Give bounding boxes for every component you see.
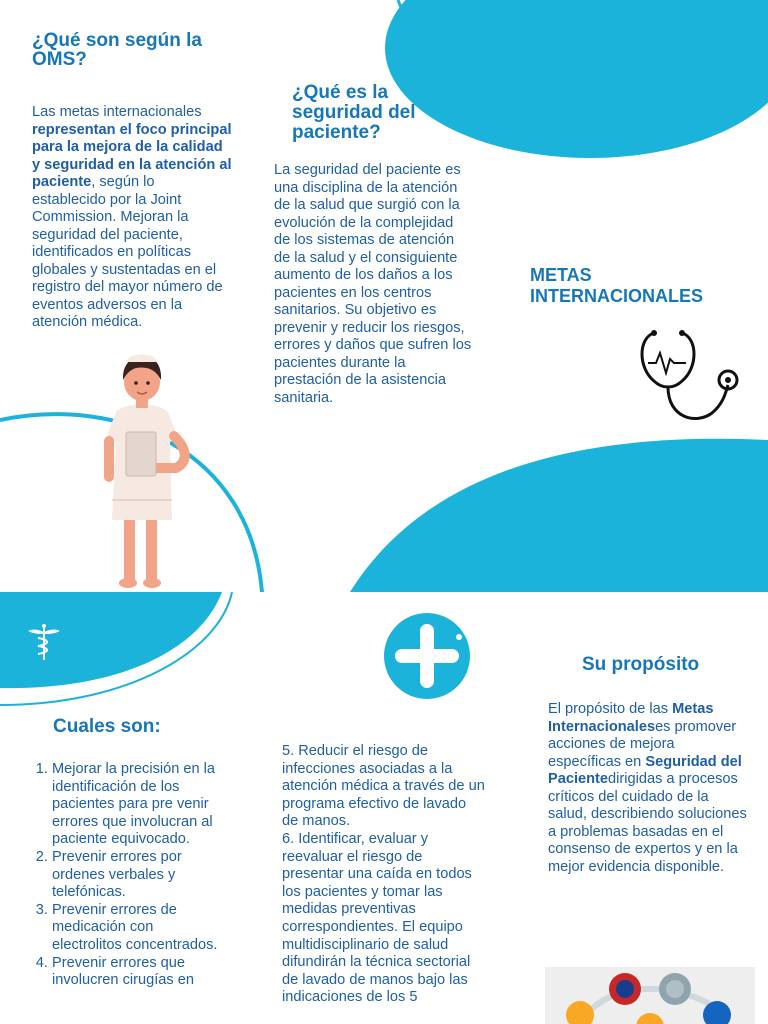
proposito-b1: Metas Internacionales bbox=[548, 701, 714, 735]
panel2-body: La seguridad del paciente es una disciplina de la atención de la salud que surgió con la evolución de la complejidad de los sistemas de atención de la salud y el consiguiente aumento de los daños a los pacientes en los centros sanitarios. Su objetivo es prevenir y reducir los riesgos, errores y daños que sufren los pacientes durante la prestación de la asistencia sanitaria. bbox=[274, 162, 472, 406]
proposito-b2: Seguridad del Paciente bbox=[548, 753, 742, 787]
panel2-heading: ¿Qué es la seguridad del paciente? bbox=[292, 82, 416, 143]
cuales-list bbox=[34, 761, 226, 990]
cuales-list-container bbox=[34, 761, 226, 990]
medical-plus-icon bbox=[383, 611, 473, 701]
cuales-item-4: 4. Prevenir errores que involucren cirugías en bbox=[52, 955, 226, 990]
cover-title bbox=[530, 265, 760, 307]
cuales-continued: 5. Reducir el riesgo de infecciones asociadas a la atención médica a través de un programa efectivo de lavado de manos. 6. Identificar, evaluar y reevaluar el riesgo de presentar una caída en todos los pacientes y tomar las medidas preventivas correspondientes. El equipo multidisciplinario de salud difundirán la técnica sectorial de lavado de manos bajo las indicaciones de los 5 bbox=[282, 743, 485, 1006]
panel1-body bbox=[32, 104, 232, 332]
proposito-t1: El propósito de las bbox=[548, 701, 673, 717]
proposito-body bbox=[548, 701, 748, 876]
proposito-t2: es promover acciones de mejora específicas en bbox=[548, 718, 737, 770]
panel1-heading: ¿Qué son según la OMS? bbox=[32, 30, 202, 70]
proposito-t3: dirigidas a procesos críticos del cuidado de la salud, describiendo soluciones a problemas basadas en el consenso de expertos y en la mejor evidencia disponible. bbox=[548, 771, 747, 875]
cuales-item-3: 3. Prevenir errores de medicación con electrolitos concentrados. bbox=[52, 902, 226, 955]
cover-title-line2: INTERNACIONALES bbox=[530, 286, 704, 306]
caduceus-icon bbox=[26, 622, 62, 662]
proposito-heading: Su propósito bbox=[582, 654, 700, 675]
goals-infographic bbox=[545, 967, 755, 1024]
cuales-heading: Cuales son: bbox=[53, 716, 161, 737]
cuales-item-1: 1. Mejorar la precisión en la identificación de los pacientes para pre venir errores que involucran al paciente equivocado. bbox=[52, 761, 226, 849]
nurse-illustration bbox=[96, 350, 192, 592]
panel1-body-part2: , según lo establecido por la Joint Commission. Mejoran la seguridad del paciente, identificados en políticas globales y sustentadas en el registro del mayor número de eventos adversos en la atención médica. bbox=[32, 174, 223, 330]
cover-title-line1: METAS bbox=[530, 265, 592, 285]
mid-right-blob bbox=[350, 439, 768, 592]
cuales-item-2: 2. Prevenir errores por ordenes verbales y telefónicas. bbox=[52, 849, 226, 902]
panel1-body-bold: representan el foco principal para la mejora de la calidad y seguridad en la atención al paciente bbox=[32, 121, 232, 190]
panel1-body-part1: Las metas internacionales bbox=[32, 104, 202, 120]
stethoscope-icon bbox=[636, 323, 746, 428]
